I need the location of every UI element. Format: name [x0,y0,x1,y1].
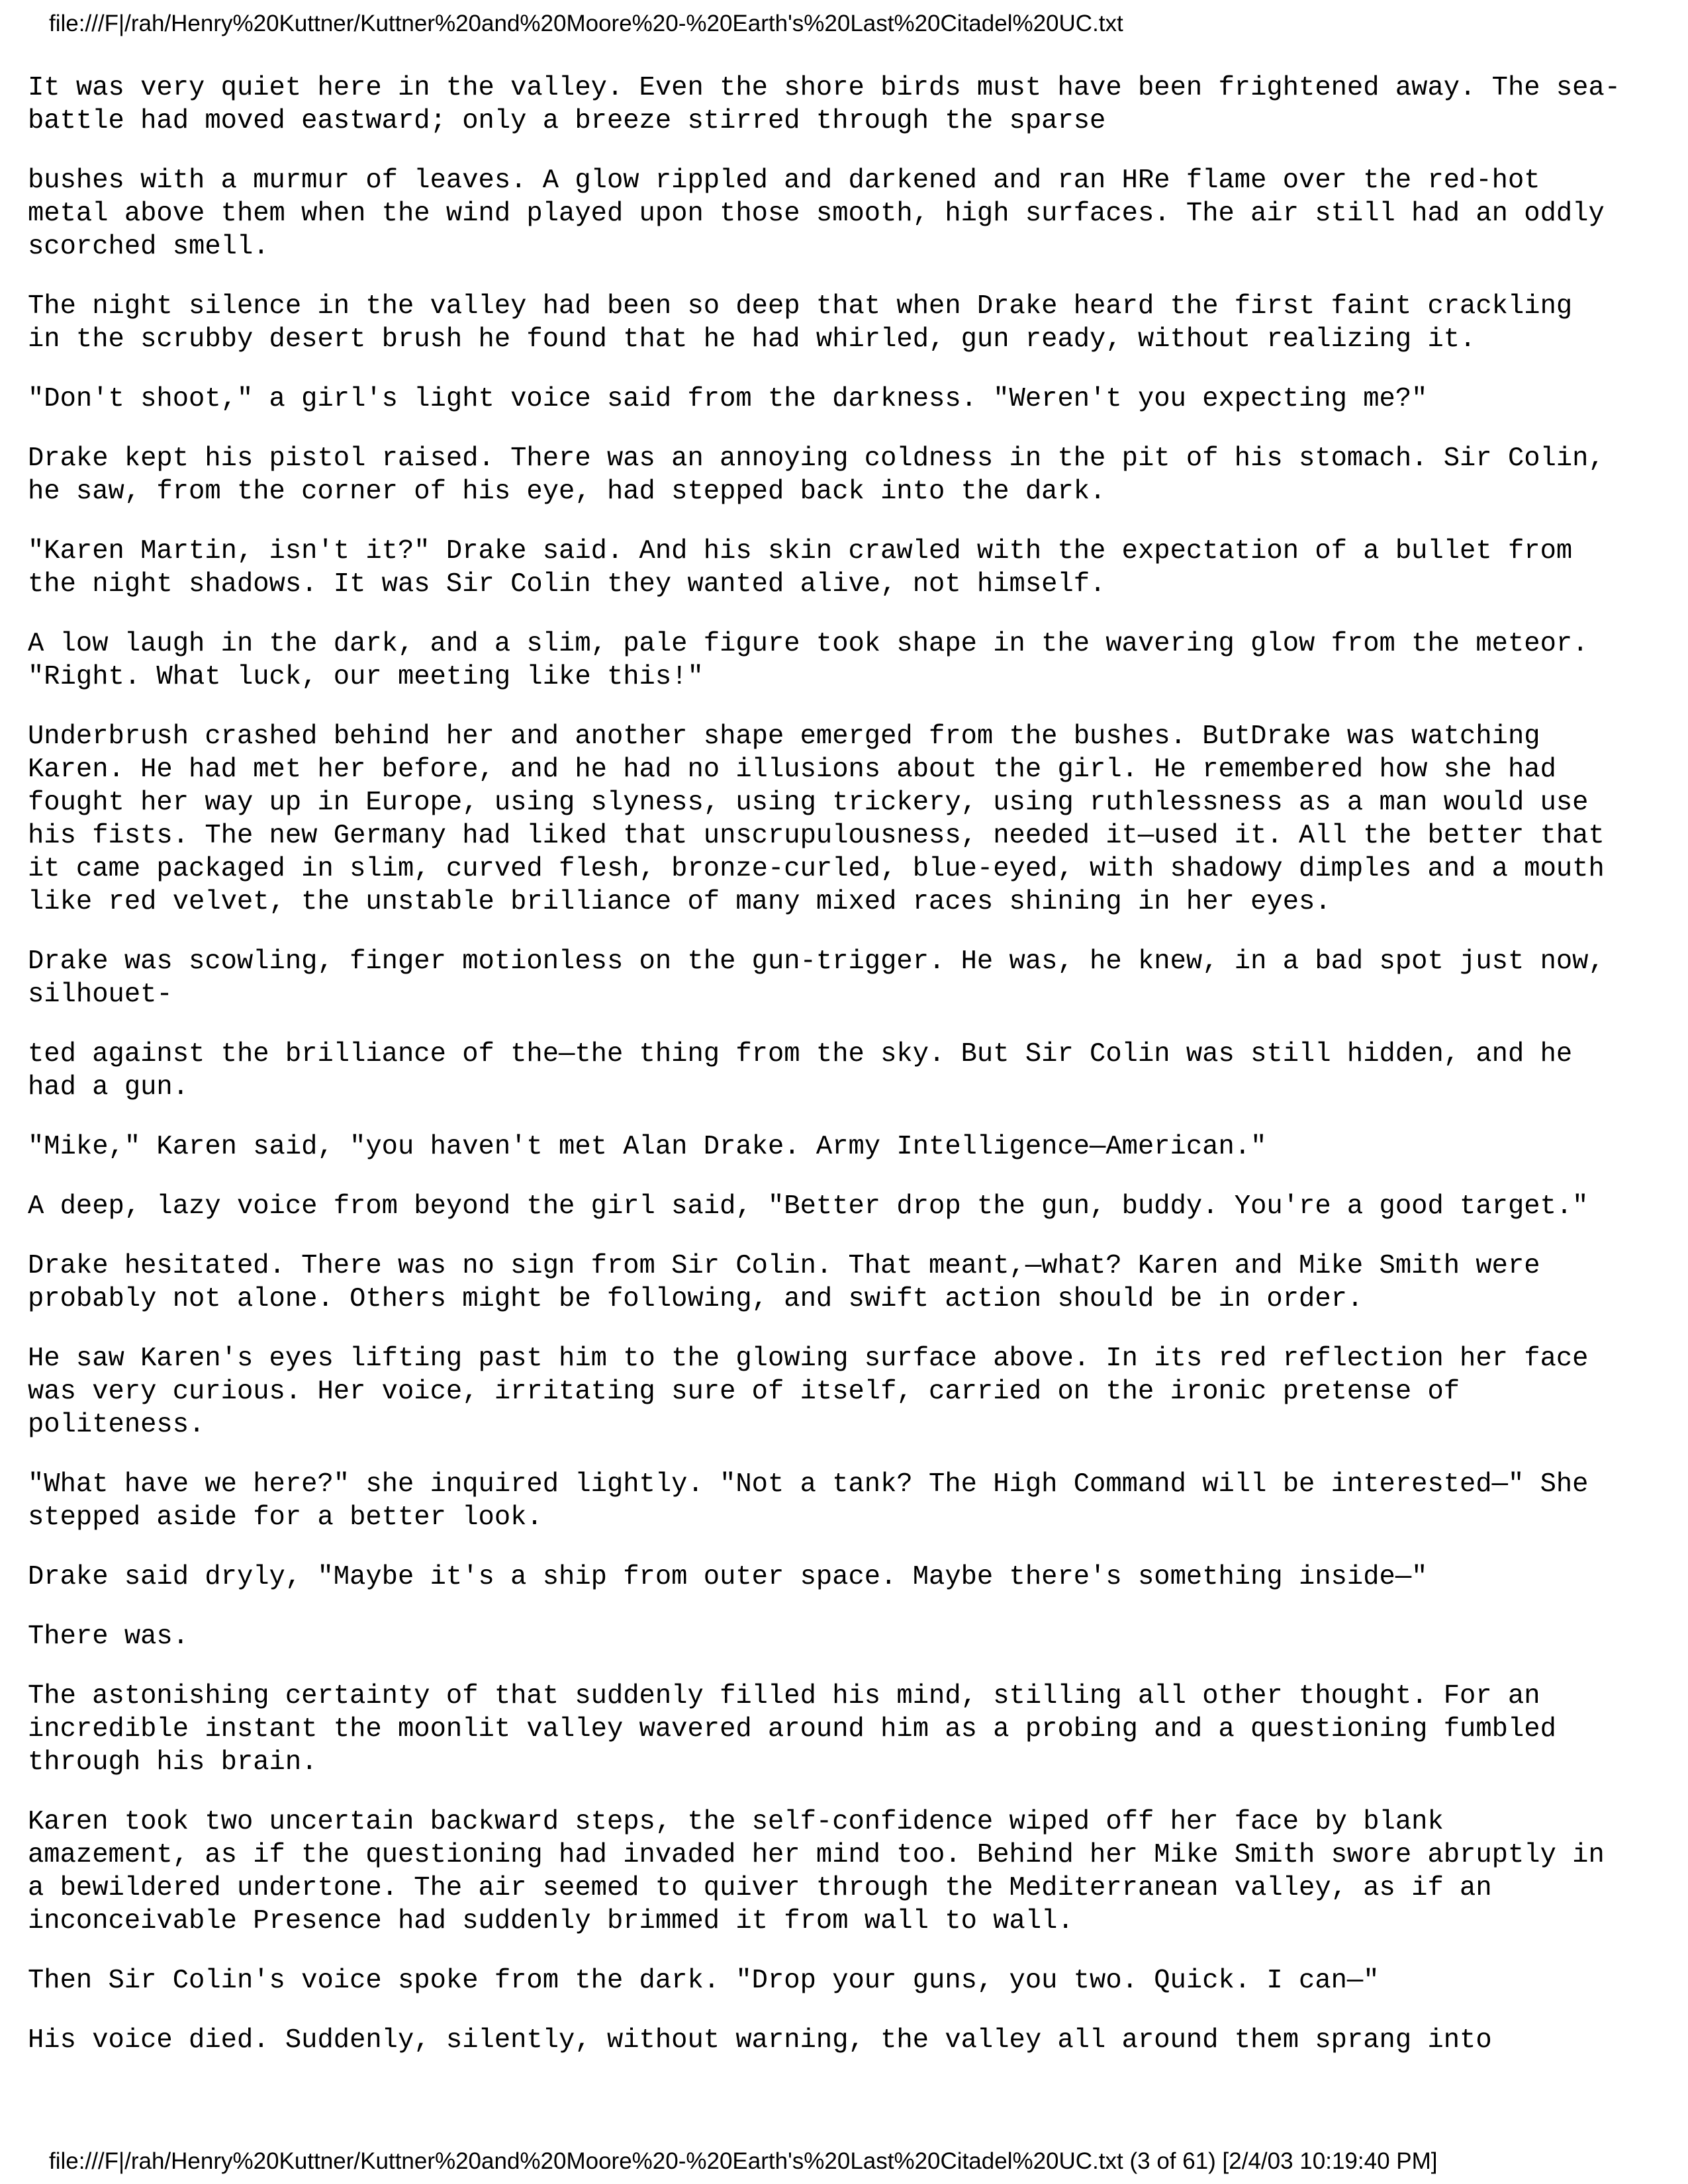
paragraph: The night silence in the valley had been so deep that when Drake heard the first faint crackling in the scrubby desert brush he found that he had whirled, gun ready, without realizing it. [28,291,1573,355]
paragraph: "Mike," Karen said, "you haven't met Alan Drake. Army Intelligence—American." [28,1132,1267,1162]
document-body [28,71,1669,2083]
paragraph: There was. [28,1621,189,1652]
paragraph: It was very quiet here in the valley. Even the shore birds must have been frightened away. The sea- battle had moved eastward; only a breeze stirred through the sparse [28,73,1621,136]
paragraph: Underbrush crashed behind her and another shape emerged from the bushes. ButDrake was watching Karen. He had met her before, and he had no illusions about the girl. He remembered how she had fought her way up in Europe, using slyness, using trickery, using ruthlessness as a man would use his fists. The new Germany had liked that unscrupulousness, needed it—used it. All the better that it came packaged in slim, curved flesh, bronze-curled, blue-eyed, with shadowy dimples and a mouth like red velvet, the unstable brilliance of many mixed races shining in her eyes. [28,721,1605,917]
paragraph: Drake said dryly, "Maybe it's a ship from outer space. Maybe there's something inside—" [28,1562,1428,1592]
page-footer-path: file:///F|/rah/Henry%20Kuttner/Kuttner%20and%20Moore%20-%20Earth's%20Last%20Citadel%20UC.txt (3 of 61) [2/4/03 10:19:40 PM] [49,2148,1438,2174]
paragraph: His voice died. Suddenly, silently, without warning, the valley all around them sprang into [28,2025,1492,2056]
paragraph: "Don't shoot," a girl's light voice said from the darkness. "Weren't you expecting me?" [28,384,1428,414]
paragraph: Drake was scowling, finger motionless on the gun-trigger. He was, he knew, in a bad spot just now, silhouet- [28,946,1605,1010]
paragraph: The astonishing certainty of that suddenly filled his mind, stilling all other thought. For an incredible instant the moonlit valley wavered around him as a probing and a questioning fumbled through his brain. [28,1681,1556,1778]
paragraph: A low laugh in the dark, and a slim, pale figure took shape in the wavering glow from the meteor. "Right. What luck, our meeting like this!" [28,629,1589,692]
paragraph: Karen took two uncertain backward steps, the self-confidence wiped off her face by blank amazement, as if the questioning had invaded her mind too. Behind her Mike Smith swore abruptly in a bewildered undertone. The air seemed to quiver through the Mediterranean valley, as if an inconceivable Presence had suddenly brimmed it from wall to wall. [28,1807,1605,1936]
paragraph: Then Sir Colin's voice spoke from the dark. "Drop your guns, you two. Quick. I can—" [28,1966,1380,1996]
paragraph: ted against the brilliance of the—the thing from the sky. But Sir Colin was still hidden, and he had a gun. [28,1039,1573,1103]
paragraph: He saw Karen's eyes lifting past him to the glowing surface above. In its red reflection her face was very curious. Her voice, irritating sure of itself, carried on the ironic pretense of politeness. [28,1343,1589,1440]
paragraph: A deep, lazy voice from beyond the girl said, "Better drop the gun, buddy. You're a good target." [28,1191,1589,1222]
paragraph: Drake hesitated. There was no sign from Sir Colin. That meant,—what? Karen and Mike Smith were probably not alone. Others might be following, and swift action should be in order. [28,1251,1540,1314]
paragraph: "Karen Martin, isn't it?" Drake said. And his skin crawled with the expectation of a bullet from the night shadows. It was Sir Colin they wanted alive, not himself. [28,536,1573,600]
paragraph: Drake kept his pistol raised. There was an annoying coldness in the pit of his stomach. Sir Colin, he saw, from the corner of his eye, had stepped back into the dark. [28,443,1605,507]
paragraph: bushes with a murmur of leaves. A glow rippled and darkened and ran HRe flame over the red-hot metal above them when the wind played upon those smooth, high surfaces. The air still had an oddly scorched smell. [28,165,1605,262]
paragraph: "What have we here?" she inquired lightly. "Not a tank? The High Command will be interested—" She stepped aside for a better look. [28,1469,1589,1533]
page-header-path: file:///F|/rah/Henry%20Kuttner/Kuttner%20and%20Moore%20-%20Earth's%20Last%20Citadel%20UC.txt [49,11,1123,36]
